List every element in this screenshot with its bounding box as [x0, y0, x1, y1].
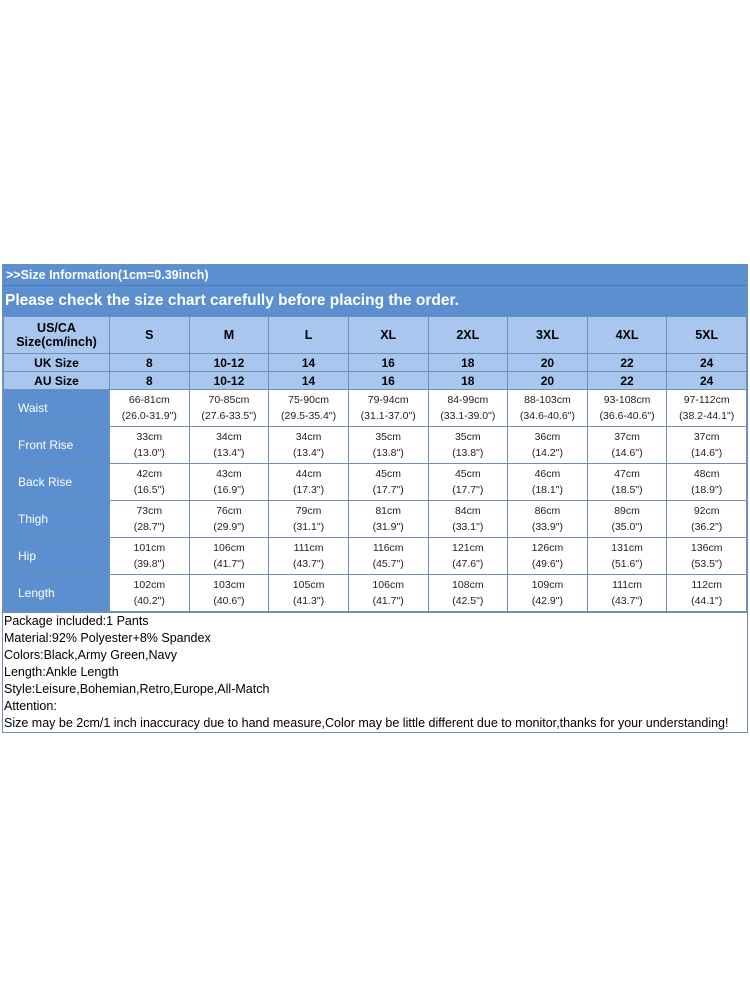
inch-value: (14.6"): [611, 447, 643, 459]
measurement-cell: [508, 427, 588, 464]
measurement-cell: [269, 575, 349, 612]
size-table: [3, 316, 747, 612]
size-header-6: 4XL: [587, 317, 667, 354]
cm-value: 93-108cm: [603, 394, 651, 406]
inch-value: (29.5-35.4"): [281, 410, 337, 422]
inch-value: (31.9"): [372, 521, 404, 533]
inch-value: (13.4"): [292, 447, 325, 459]
uk-size-3: 16: [348, 354, 428, 372]
cm-value: 101cm: [133, 542, 166, 554]
inch-value: (14.6"): [691, 447, 723, 459]
inch-value: (41.7"): [213, 558, 245, 570]
cm-value: 45cm: [375, 468, 402, 480]
inch-value: (28.7"): [133, 521, 165, 533]
note-line: Size may be 2cm/1 inch inaccuracy due to hand measure,Color may be little different due to monitor,thanks for your understanding!: [4, 716, 729, 730]
measurement-cell: [428, 464, 508, 501]
cm-value: 131cm: [611, 542, 643, 554]
uk-size-label: UK Size: [4, 354, 110, 372]
measurement-label: Length: [4, 575, 110, 612]
inch-value: (33.1-39.0"): [440, 410, 496, 422]
cm-value: 92cm: [693, 505, 720, 517]
cm-value: 84cm: [454, 505, 481, 517]
size-header-3: XL: [348, 317, 428, 354]
cm-value: 66-81cm: [128, 394, 170, 406]
uk-size-6: 22: [587, 354, 667, 372]
cm-value: 45cm: [454, 468, 481, 480]
measurement-cell: [587, 427, 667, 464]
measurement-cell: [110, 427, 190, 464]
inch-value: (43.7"): [611, 595, 643, 607]
cm-value: 126cm: [531, 542, 564, 554]
inch-value: (14.2"): [531, 447, 564, 459]
au-size-0: 8: [110, 372, 190, 390]
inch-value: (40.2"): [133, 595, 165, 607]
inch-value: (41.7"): [372, 595, 404, 607]
measurement-cell: [110, 501, 190, 538]
measurement-cell: [348, 390, 428, 427]
measurement-cell: [667, 390, 747, 427]
note-line: Length:Ankle Length: [4, 665, 119, 679]
product-notes: [3, 612, 747, 732]
au-size-4: 18: [428, 372, 508, 390]
au-size-label: AU Size: [4, 372, 110, 390]
size-info-banner: >>Size Information(1cm=0.39inch): [3, 265, 747, 286]
inch-value: (17.3"): [292, 484, 325, 496]
measurement-cell: [269, 390, 349, 427]
measurement-cell: [667, 501, 747, 538]
uk-size-0: 8: [110, 354, 190, 372]
inch-value: (27.6-33.5"): [201, 410, 257, 422]
cm-value: 43cm: [216, 468, 242, 480]
cm-value: 106cm: [372, 579, 404, 591]
table-row: [4, 575, 747, 612]
measurement-cell: [189, 464, 269, 501]
cm-value: 88-103cm: [524, 394, 571, 406]
inch-value: (53.5"): [691, 558, 723, 570]
measurement-cell: [667, 575, 747, 612]
inch-value: (45.7"): [372, 558, 404, 570]
inch-value: (13.8"): [452, 447, 484, 459]
note-line: Style:Leisure,Bohemian,Retro,Europe,All-Match: [4, 682, 270, 696]
inch-value: (13.0"): [133, 447, 165, 459]
measurement-cell: [508, 575, 588, 612]
measurement-label: Back Rise: [4, 464, 110, 501]
inch-value: (51.6"): [611, 558, 643, 570]
inch-value: (31.1-37.0"): [360, 410, 416, 422]
measurement-cell: [587, 538, 667, 575]
inch-value: (36.6-40.6"): [599, 410, 655, 422]
uk-size-2: 14: [269, 354, 349, 372]
measurement-cell: [189, 575, 269, 612]
cm-value: 36cm: [534, 431, 561, 443]
size-header-1: M: [189, 317, 269, 354]
measurement-cell: [587, 464, 667, 501]
cm-value: 86cm: [534, 505, 561, 517]
size-chart-title: Please check the size chart carefully before placing the order.: [3, 286, 747, 316]
inch-value: (16.5"): [133, 484, 165, 496]
inch-value: (16.9"): [213, 484, 245, 496]
cm-value: 105cm: [292, 579, 325, 591]
cm-value: 33cm: [136, 431, 163, 443]
measurement-cell: [508, 390, 588, 427]
measurement-cell: [428, 501, 508, 538]
note-line: Package included:1 Pants: [4, 614, 149, 628]
measurement-cell: [508, 538, 588, 575]
measurement-cell: [348, 501, 428, 538]
measurement-cell: [508, 464, 588, 501]
cm-value: 73cm: [136, 505, 163, 517]
measurement-cell: [269, 427, 349, 464]
measurement-label: Waist: [4, 390, 110, 427]
table-row: [4, 390, 747, 427]
uk-size-4: 18: [428, 354, 508, 372]
us-size-label: [4, 317, 110, 354]
measurement-cell: [110, 575, 190, 612]
measurement-cell: [348, 538, 428, 575]
inch-value: (40.6"): [213, 595, 245, 607]
measurement-cell: [189, 390, 269, 427]
measurement-cell: [189, 501, 269, 538]
table-row: [4, 501, 747, 538]
measurement-cell: [110, 390, 190, 427]
cm-value: 42cm: [136, 468, 163, 480]
measurement-cell: [428, 538, 508, 575]
au-size-5: 20: [508, 372, 588, 390]
uk-size-7: 24: [667, 354, 747, 372]
measurement-cell: [269, 501, 349, 538]
measurement-cell: [587, 390, 667, 427]
measurement-cell: [348, 464, 428, 501]
inch-value: (17.7"): [452, 484, 484, 496]
us-size-row: [4, 317, 747, 354]
cm-value: 44cm: [295, 468, 322, 480]
cm-value: 37cm: [614, 431, 640, 443]
cm-value: 111cm: [293, 542, 324, 554]
measurement-cell: [587, 501, 667, 538]
cm-value: 35cm: [375, 431, 402, 443]
measurement-cell: [428, 390, 508, 427]
size-header-7: 5XL: [667, 317, 747, 354]
note-line: Colors:Black,Army Green,Navy: [4, 648, 177, 662]
inch-value: (17.7"): [372, 484, 404, 496]
measurement-cell: [269, 464, 349, 501]
inch-value: (26.0-31.9"): [121, 410, 177, 422]
cm-value: 37cm: [693, 431, 720, 443]
measurement-cell: [667, 427, 747, 464]
inch-value: (33.9"): [531, 521, 564, 533]
inch-value: (38.2-44.1"): [679, 410, 735, 422]
cm-value: 75-90cm: [288, 394, 329, 406]
size-header-2: L: [269, 317, 349, 354]
measurement-cell: [587, 575, 667, 612]
measurement-cell: [189, 427, 269, 464]
size-header-4: 2XL: [428, 317, 508, 354]
measurement-cell: [428, 575, 508, 612]
measurement-cell: [348, 575, 428, 612]
size-header-0: S: [110, 317, 190, 354]
cm-value: 47cm: [614, 468, 640, 480]
au-size-7: 24: [667, 372, 747, 390]
measurement-cell: [428, 427, 508, 464]
uk-size-row: [4, 354, 747, 372]
cm-value: 116cm: [372, 542, 404, 554]
measurement-cell: [110, 538, 190, 575]
inch-value: (43.7"): [292, 558, 325, 570]
inch-value: (44.1"): [691, 595, 723, 607]
inch-value: (29.9"): [213, 521, 245, 533]
inch-value: (47.6"): [452, 558, 484, 570]
cm-value: 103cm: [213, 579, 245, 591]
uk-size-1: 10-12: [189, 354, 269, 372]
measurement-cell: [508, 501, 588, 538]
inch-value: (39.8"): [133, 558, 165, 570]
size-chart: [2, 264, 748, 733]
cm-value: 109cm: [531, 579, 564, 591]
cm-value: 70-85cm: [208, 394, 250, 406]
cm-value: 46cm: [534, 468, 561, 480]
table-row: [4, 538, 747, 575]
cm-value: 81cm: [375, 505, 402, 517]
note-line: Attention:: [4, 699, 57, 713]
us-label-line1: US/CA: [37, 321, 76, 335]
cm-value: 35cm: [454, 431, 481, 443]
cm-value: 89cm: [614, 505, 640, 517]
measurement-cell: [348, 427, 428, 464]
inch-value: (31.1"): [292, 521, 325, 533]
note-line: Material:92% Polyester+8% Spandex: [4, 631, 211, 645]
inch-value: (42.9"): [531, 595, 564, 607]
cm-value: 102cm: [133, 579, 166, 591]
au-size-row: [4, 372, 747, 390]
au-size-2: 14: [269, 372, 349, 390]
table-row: [4, 427, 747, 464]
cm-value: 136cm: [690, 542, 723, 554]
inch-value: (18.9"): [691, 484, 723, 496]
cm-value: 34cm: [295, 431, 322, 443]
au-size-1: 10-12: [189, 372, 269, 390]
measurement-cell: [189, 538, 269, 575]
measurement-cell: [110, 464, 190, 501]
cm-value: 76cm: [216, 505, 242, 517]
inch-value: (49.6"): [531, 558, 564, 570]
us-label-line2: Size(cm/inch): [16, 335, 97, 349]
au-size-6: 22: [587, 372, 667, 390]
table-row: [4, 464, 747, 501]
inch-value: (18.5"): [611, 484, 643, 496]
cm-value: 97-112cm: [683, 394, 730, 406]
measurement-label: Thigh: [4, 501, 110, 538]
inch-value: (42.5"): [452, 595, 484, 607]
uk-size-5: 20: [508, 354, 588, 372]
size-header-5: 3XL: [508, 317, 588, 354]
measurement-cell: [667, 464, 747, 501]
measurement-cell: [667, 538, 747, 575]
inch-value: (13.4"): [213, 447, 245, 459]
cm-value: 108cm: [452, 579, 484, 591]
cm-value: 106cm: [213, 542, 245, 554]
cm-value: 79cm: [295, 505, 322, 517]
cm-value: 48cm: [693, 468, 720, 480]
inch-value: (18.1"): [531, 484, 564, 496]
inch-value: (41.3"): [292, 595, 325, 607]
measurement-label: Hip: [4, 538, 110, 575]
au-size-3: 16: [348, 372, 428, 390]
measurement-label: Front Rise: [4, 427, 110, 464]
cm-value: 121cm: [452, 542, 484, 554]
cm-value: 84-99cm: [447, 394, 489, 406]
cm-value: 111cm: [612, 579, 643, 591]
inch-value: (35.0"): [611, 521, 643, 533]
cm-value: 34cm: [216, 431, 242, 443]
inch-value: (34.6-40.6"): [519, 410, 575, 422]
measurement-cell: [269, 538, 349, 575]
inch-value: (36.2"): [691, 521, 723, 533]
cm-value: 112cm: [691, 579, 723, 591]
cm-value: 79-94cm: [367, 394, 409, 406]
inch-value: (33.1"): [452, 521, 484, 533]
inch-value: (13.8"): [372, 447, 404, 459]
